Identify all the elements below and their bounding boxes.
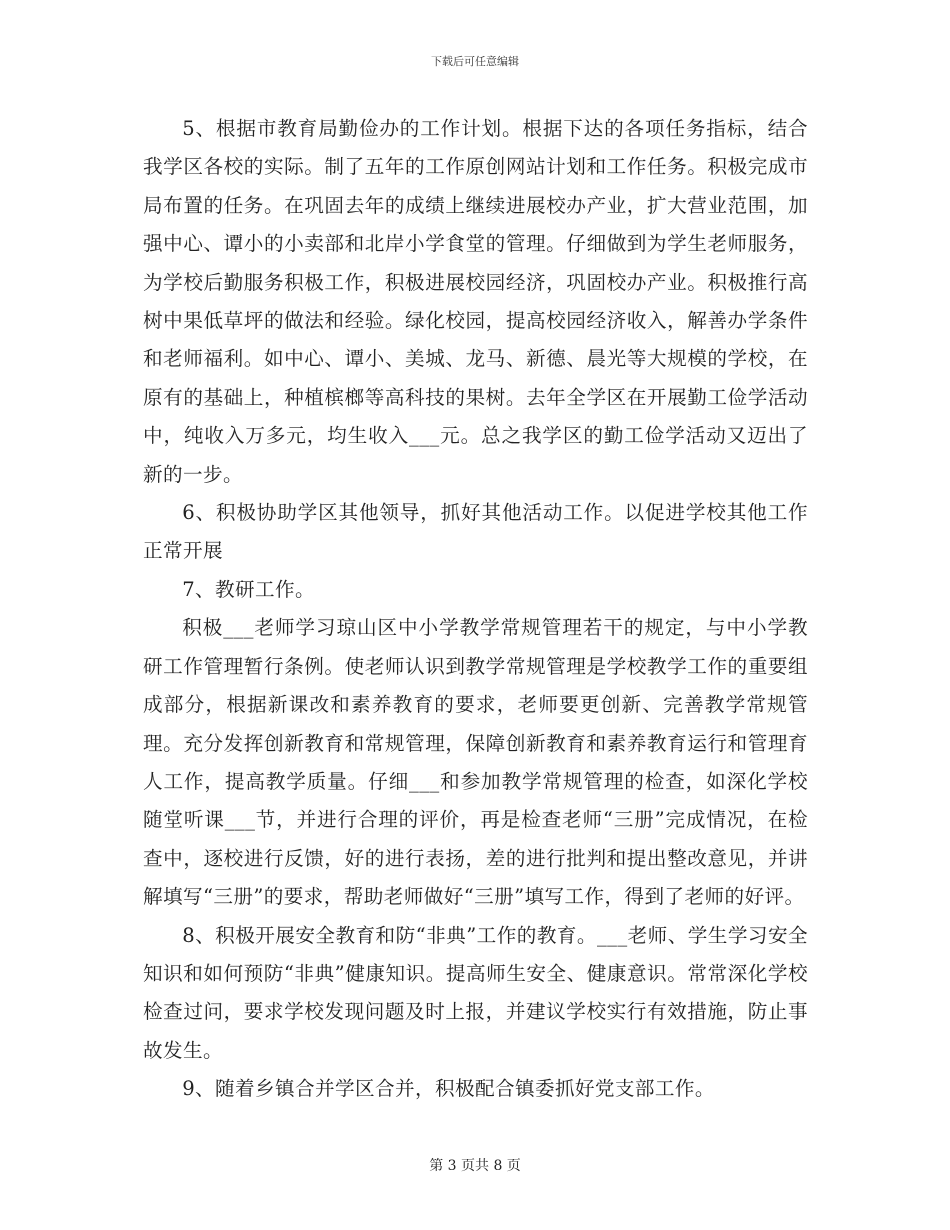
page-number-footer: 第 3 页共 8 页 (429, 1158, 521, 1174)
document-body (143, 110, 808, 1109)
paragraph-item-7-heading: 7、教研工作。 (182, 577, 316, 601)
paragraph-item-9: 9、随着乡镇合并学区合并，积极配合镇委抓好党支部工作。 (182, 1077, 715, 1101)
paragraph-teaching-research: 积极___老师学习琼山区中小学教学常规管理若干的规定，与中小学教研工作管理暂行条例。使老师认识到教学常规管理是学校教学工作的重要组成部分，根据新课改和素养教育的要求，老师要更创新、完善教学常规管理。充分发挥创新教育和常规管理，保障创新教育和素养教育运行和管理育人工作，提高教学质量。仔细___和参加教学常规管理的检查，如深化学校随堂听课___节，并进行合理的评价，再是检查老师“三册”完成情况，在检查中，逐校进行反馈，好的进行表扬，差的进行批判和提出整改意见，并讲解填写“三册”的要求，帮助老师做好“三册”填写工作，得到了老师的好评。 (143, 616, 808, 909)
paragraph-item-6: 6、积极协助学区其他领导，抓好其他活动工作。以促进学校其他工作正常开展 (143, 501, 808, 563)
paragraph-item-5: 5、根据市教育局勤俭办的工作计划。根据下达的各项任务指标，结合我学区各校的实际。制了五年的工作原创网站计划和工作任务。积极完成市局布置的任务。在巩固去年的成绩上继续进展校办产业，扩大营业范围，加强中心、谭小的小卖部和北岸小学食堂的管理。仔细做到为学生老师服务，为学校后勤服务积极工作，积极进展校园经济，巩固校办产业。积极推行高树中果低草坪的做法和经验。绿化校园，提高校园经济收入，解善办学条件和老师福利。如中心、谭小、美城、龙马、新德、晨光等大规模的学校，在原有的基础上，种植槟榔等高科技的果树。去年全学区在开展勤工俭学活动中，纯收入万多元，均生收入___元。总之我学区的勤工俭学活动又迈出了新的一步。 (143, 117, 808, 486)
paragraph-item-8: 8、积极开展安全教育和防“非典”工作的教育。___老师、学生学习安全知识和如何预防“非典”健康知识。提高师生安全、健康意识。常常深化学校检查过问，要求学校发现问题及时上报，并建议学校实行有效措施，防止事故发生。 (143, 923, 808, 1062)
page-header: 下载后可任意编辑 (431, 55, 519, 68)
